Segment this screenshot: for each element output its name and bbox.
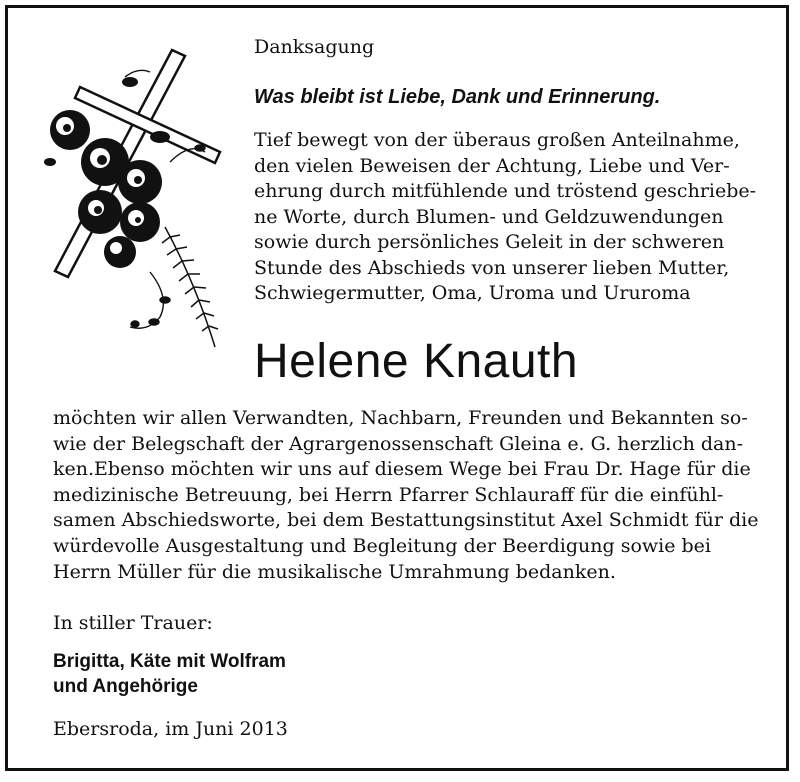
intro-line: Schwiegermutter, Oma, Uroma und Ururoma: [254, 282, 691, 304]
body-line: medizinische Betreuung, bei Herrn Pfarrer Schlauraff für die einfühl-: [53, 483, 724, 506]
signer-line: und Angehörige: [53, 676, 198, 697]
deceased-name: Helene Knauth: [254, 335, 579, 388]
signer-line: Brigitta, Käte mit Wolfram: [53, 651, 286, 672]
intro-line: den vielen Beweisen der Achtung, Liebe und Ver-: [254, 154, 730, 177]
body-line: möchten wir allen Verwandten, Nachbarn, Freunden und Bekannten so-: [53, 407, 748, 429]
notice-heading: Danksagung: [254, 36, 375, 58]
body-line: samen Abschiedsworte, bei dem Bestattungsinstitut Axel Schmidt für die: [53, 509, 759, 532]
body-line: ken.Ebenso möchten wir uns auf diesem Wege bei Frau Dr. Hage für die: [53, 458, 751, 481]
thanks-paragraph: [53, 406, 778, 585]
intro-line: ehrung durch mitfühlende und tröstend geschriebe-: [254, 180, 757, 202]
intro-line: Stunde des Abschieds von unserer lieben Mutter,: [254, 256, 730, 279]
body-line: Herrn Müller für die musikalische Umrahmung bedanken.: [53, 560, 616, 583]
cross-with-roses-icon: [20, 42, 240, 352]
intro-line: ne Worte, durch Blumen- und Geldzuwendungen: [254, 205, 724, 228]
fern-icon: [162, 227, 218, 347]
signers: [53, 649, 286, 699]
body-line: wie der Belegschaft der Agrargenossenschaft Gleina e. G. herzlich dan-: [53, 432, 744, 455]
body-line: würdevolle Ausgestaltung und Begleitung der Beerdigung sowie bei: [53, 534, 712, 557]
mourning-label: In stiller Trauer:: [53, 612, 213, 634]
notice-motto: Was bleibt ist Liebe, Dank und Erinnerung.: [254, 86, 661, 108]
place-date: Ebersroda, im Juni 2013: [53, 718, 288, 740]
intro-line: Tief bewegt von der überaus großen Anteilnahme,: [254, 129, 740, 151]
intro-line: sowie durch persönliches Geleit in der schweren: [254, 231, 725, 253]
intro-paragraph: [254, 128, 776, 307]
